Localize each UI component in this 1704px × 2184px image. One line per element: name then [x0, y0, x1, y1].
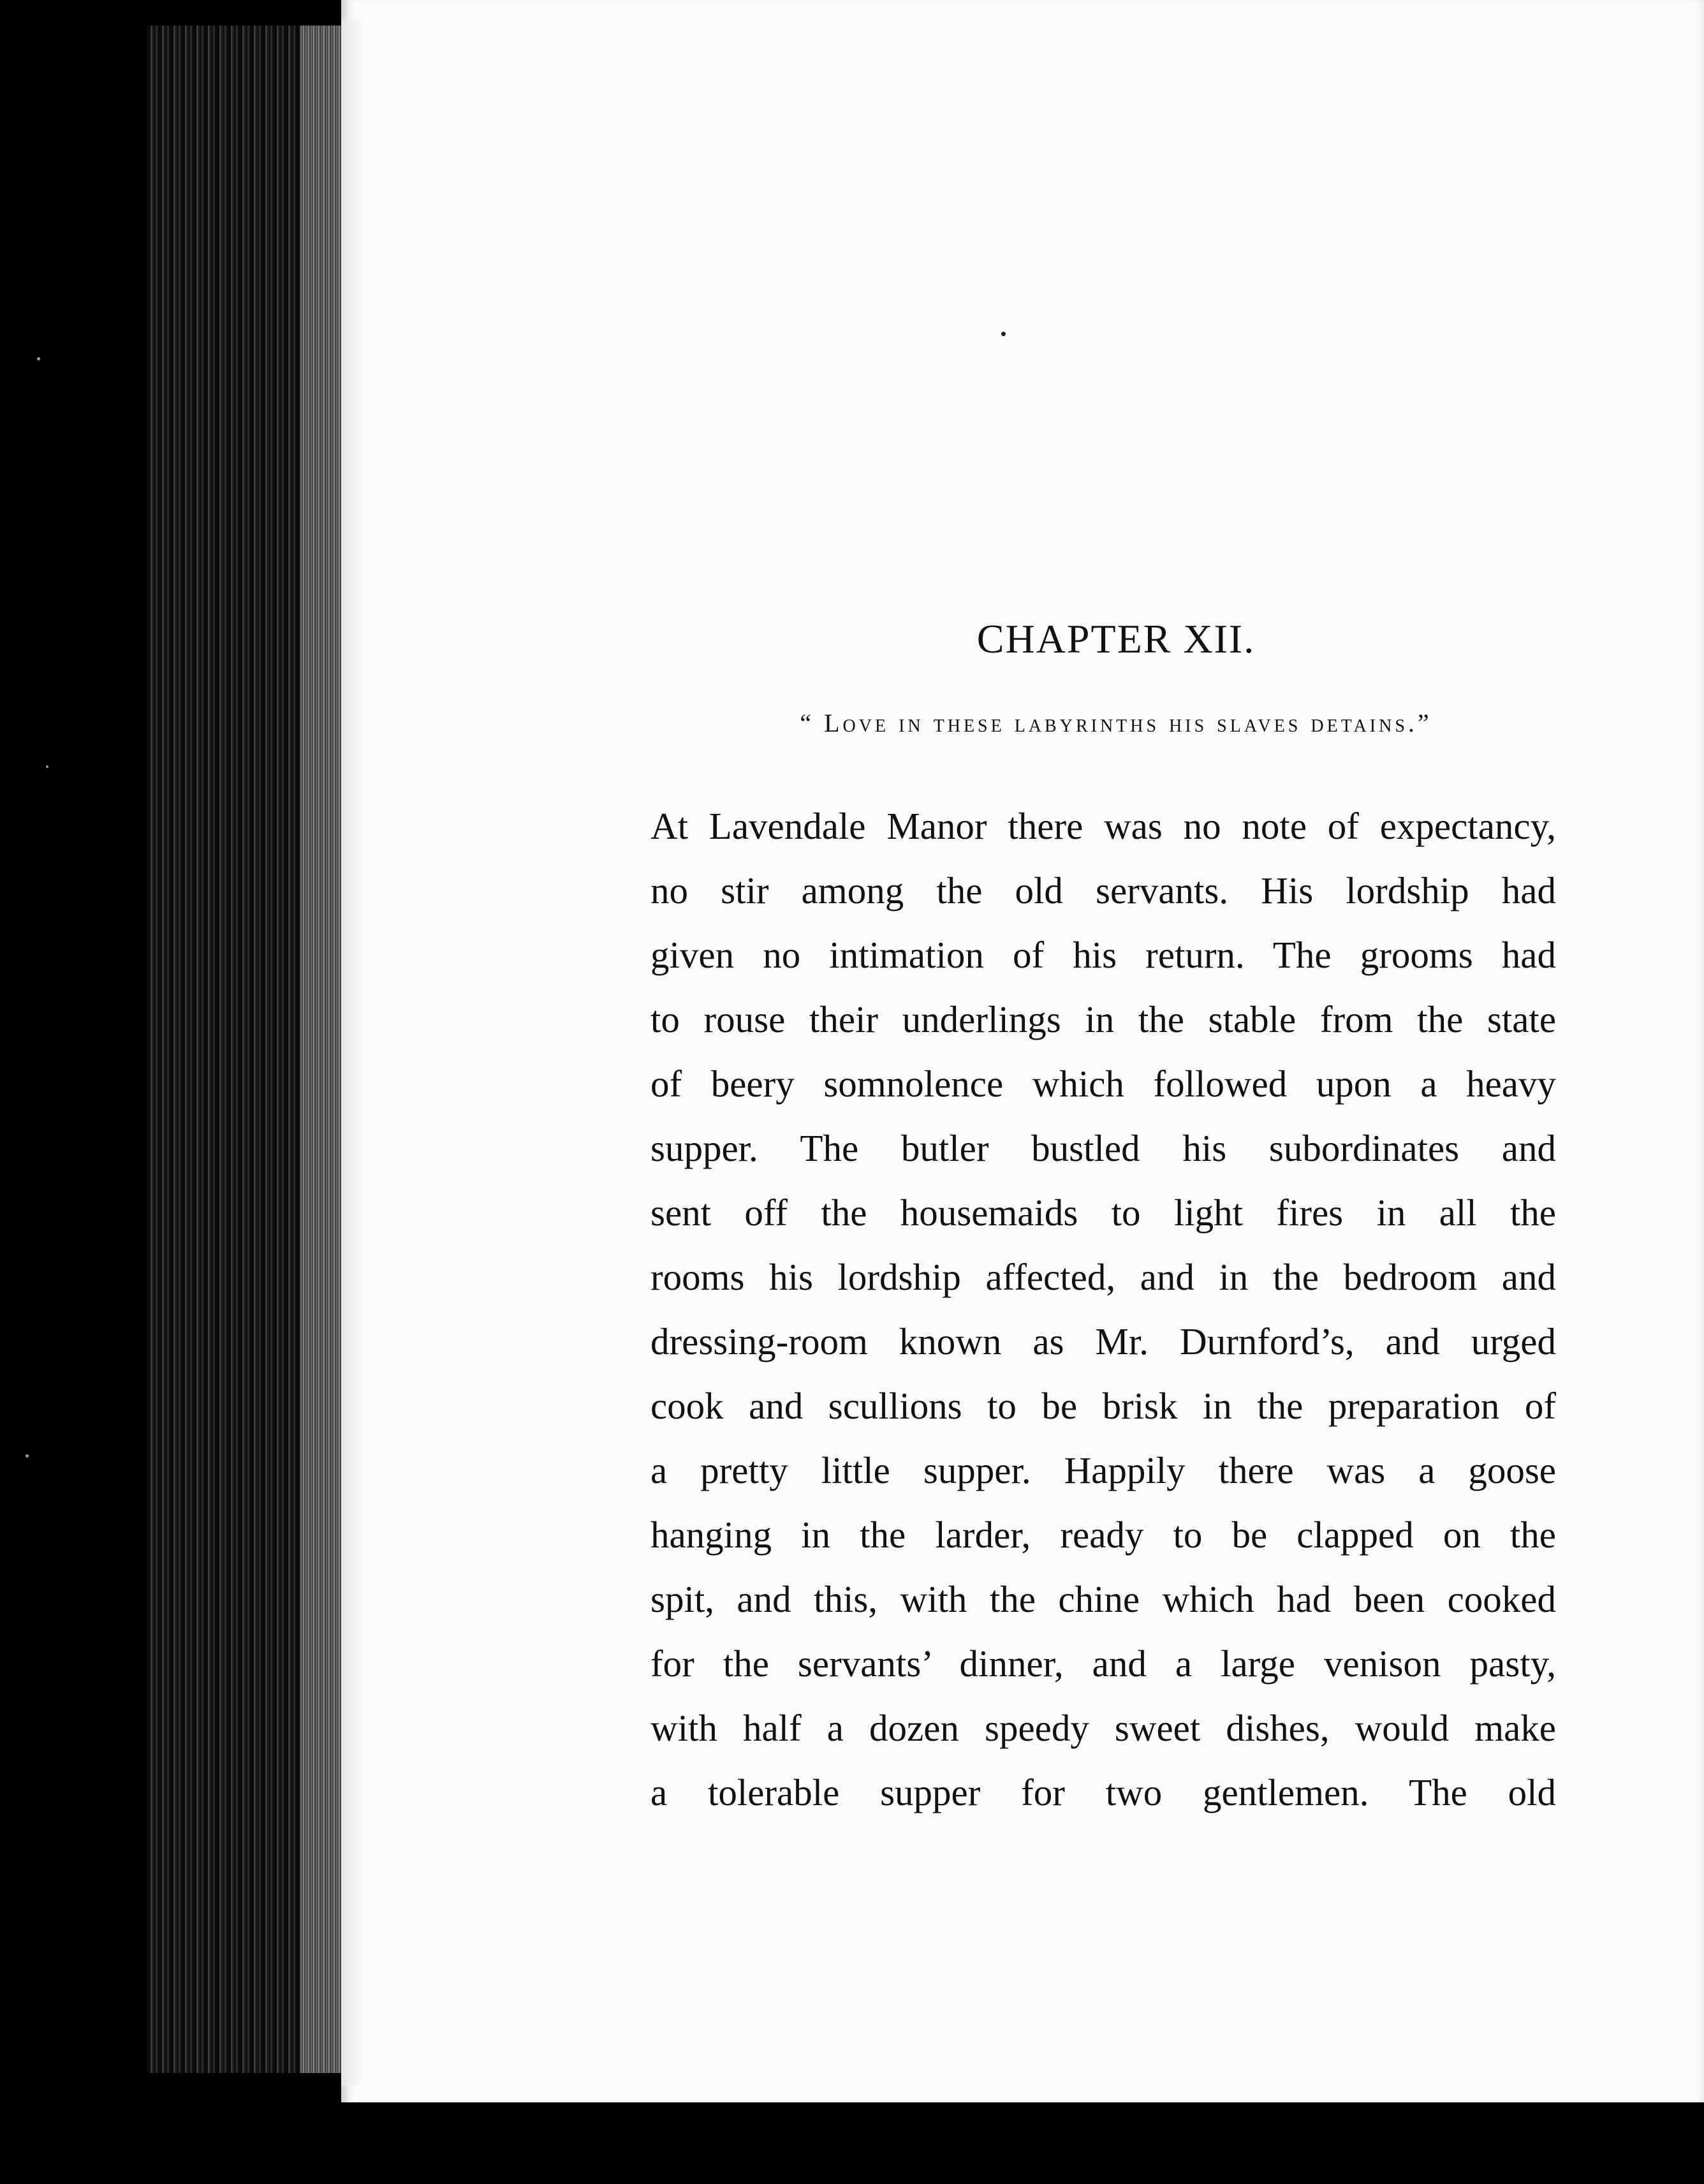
body-line: cook and scullions to be brisk in the preparation of: [650, 1385, 1556, 1427]
body-line: no stir among the old servants. His lordship had: [650, 869, 1556, 911]
page-stack-edge: [300, 26, 344, 2073]
body-line: At Lavendale Manor there was no note of expectancy,: [650, 805, 1556, 847]
body-line: a tolerable supper for two gentlemen. The old: [650, 1771, 1556, 1813]
body-text: [650, 794, 1556, 1825]
chapter-title: CHAPTER XII.: [976, 616, 1256, 661]
chapter-epigraph: “ Love in these labyrinths his slaves detains.”: [800, 709, 1432, 737]
scan-noise-dot: [46, 765, 48, 768]
body-line: with half a dozen speedy sweet dishes, would make: [650, 1707, 1556, 1749]
body-line: a pretty little supper. Happily there was a goose: [650, 1449, 1556, 1491]
body-line: spit, and this, with the chine which had been cooked: [650, 1578, 1556, 1620]
body-line: given no intimation of his return. The grooms had: [650, 934, 1556, 976]
body-line: hanging in the larder, ready to be clapped on the: [650, 1514, 1556, 1556]
body-line: supper. The butler bustled his subordinates and: [650, 1127, 1556, 1169]
body-line: of beery somnolence which followed upon a heavy: [650, 1063, 1556, 1105]
ink-speck: [1001, 332, 1006, 336]
body-line: rooms his lordship affected, and in the bedroom and: [650, 1256, 1556, 1298]
body-line: sent off the housemaids to light fires in all the: [650, 1192, 1556, 1234]
paper-gutter-shadow: [341, 19, 365, 2086]
body-line: to rouse their underlings in the stable from the state: [650, 998, 1556, 1040]
body-line: for the servants’ dinner, and a large venison pasty,: [650, 1642, 1556, 1685]
scan-noise-dot: [37, 357, 40, 360]
body-line: dressing-room known as Mr. Durnford’s, and urged: [650, 1320, 1556, 1362]
scan-noise-dot: [26, 1454, 29, 1457]
